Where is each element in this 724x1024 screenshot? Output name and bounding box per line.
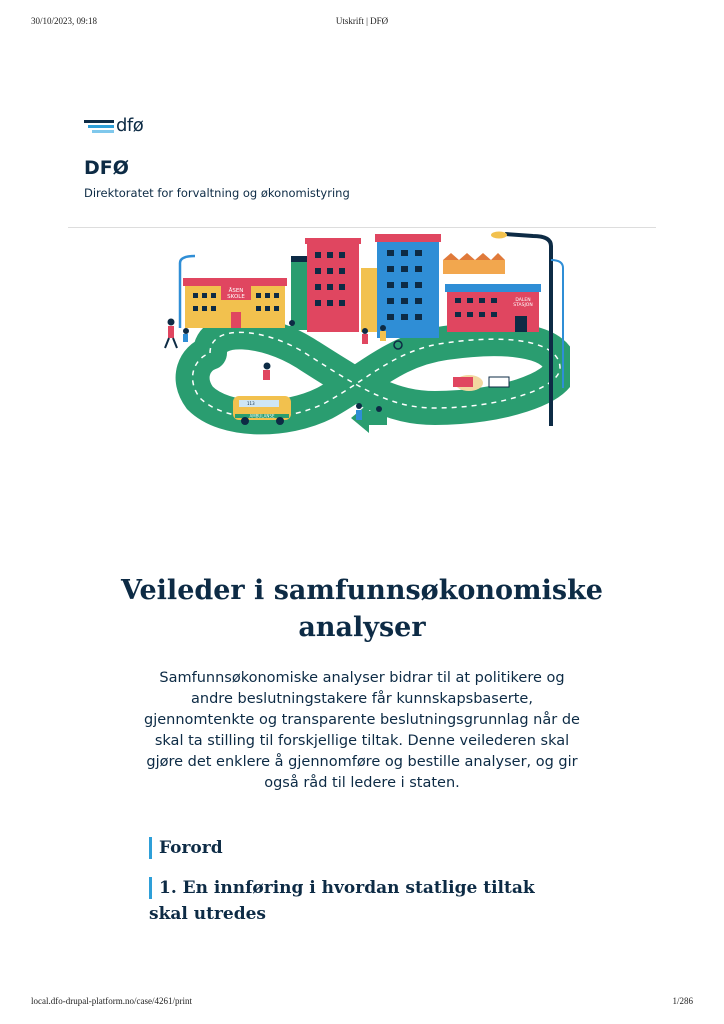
print-datetime: 30/10/2023, 09:18 — [31, 16, 98, 26]
dfo-logo[interactable] — [84, 116, 154, 138]
row-houses — [443, 253, 505, 274]
station-sign-line1: DALEN — [515, 298, 531, 303]
logo-bars-icon — [84, 120, 114, 135]
school-sign-line2: SKOLE — [227, 294, 245, 300]
toc-marker — [149, 877, 152, 899]
station-building — [445, 284, 541, 332]
pink-building — [305, 238, 361, 332]
toc-item-chapter-1[interactable] — [149, 875, 539, 927]
city-infinity-road-illustration — [155, 228, 570, 440]
school-sign-line1: ÅSEN — [228, 288, 244, 294]
station-sign-line2: STASJON — [513, 303, 533, 308]
toc-item-forord[interactable] — [149, 835, 589, 861]
ambulance-number: 113 — [247, 401, 255, 406]
school-building — [183, 278, 287, 328]
organization-name: DFØ — [84, 157, 129, 179]
print-page-number: 1/286 — [672, 996, 693, 1006]
print-url: local.dfo-drupal-platform.no/case/4261/print — [31, 996, 192, 1006]
toc-marker — [149, 837, 152, 859]
document-intro: Samfunnsøkonomiske analyser bidrar til at politikere og andre beslutningstakere får kunnskapsbaserte, gjennomtenkte og transparente beslutningsgrunnlag når de skal ta stilling til forskjellige tiltak. Denne veilederen skal gjøre det enklere å gjennomføre og bestille analyser, og gir også råd til ledere i staten. — [144, 670, 580, 791]
toc-item-label: Forord — [159, 838, 223, 858]
print-page-title: Utskrift | DFØ — [335, 16, 389, 26]
ambulance-label: AMBULANSE — [249, 413, 275, 419]
document-title: Veileder i samfunnsøkonomiske analyser — [121, 575, 603, 643]
toc-item-label: 1. En innføring i hvordan statlige tiltak skal utredes — [149, 878, 535, 924]
organization-full-name: Direktoratet for forvaltning og økonomistyring — [84, 186, 350, 200]
logo-wordmark: dfø — [116, 115, 144, 136]
blue-building — [375, 234, 441, 338]
